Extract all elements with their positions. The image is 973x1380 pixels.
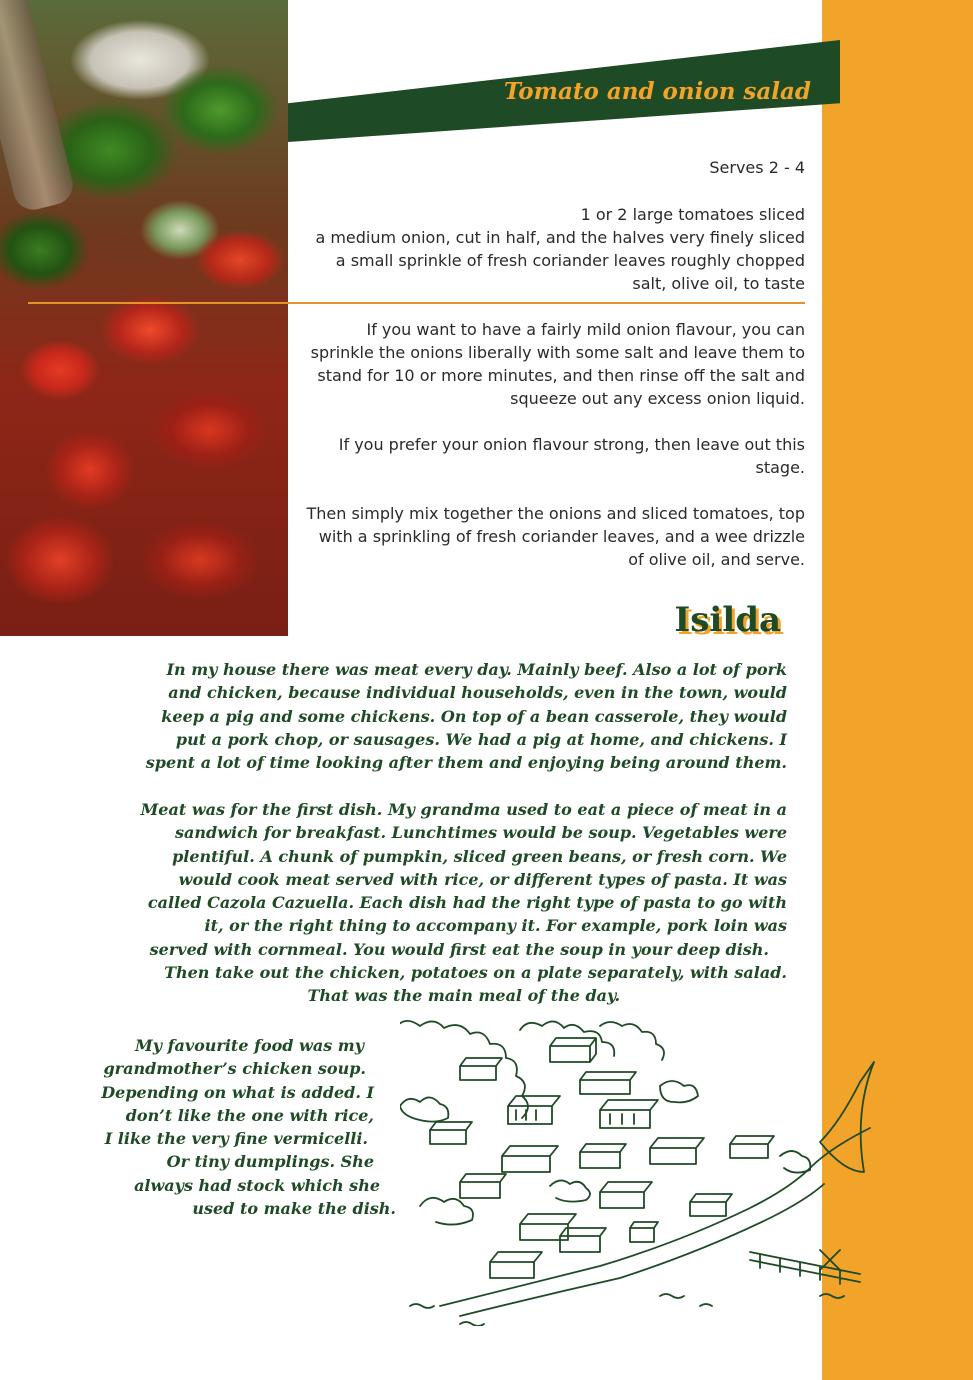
ingredient-item: a medium onion, cut in half, and the halves very finely sliced bbox=[315, 228, 805, 247]
salad-photo bbox=[0, 0, 288, 636]
story-line: Then take out the chicken, potatoes on a plate separately, with salad. bbox=[164, 963, 787, 983]
method-paragraph: Then simply mix together the onions and sliced tomatoes, top with a sprinkling of fresh coriander leaves, and a wee drizzle of olive oil, and serve. bbox=[306, 504, 805, 569]
story-line: used to make the dish. bbox=[192, 1199, 396, 1219]
story-paragraph-1 bbox=[146, 658, 787, 774]
story-line: put a pork chop, or sausages. We had a pig at home, and chickens. I bbox=[175, 729, 787, 749]
story-line: In my house there was meat every day. Mainly beef. Also a lot of pork bbox=[166, 660, 787, 679]
story-line: spent a lot of time looking after them and enjoying being around them. bbox=[145, 753, 787, 773]
method-text bbox=[305, 318, 805, 594]
village-sketch bbox=[400, 1006, 880, 1326]
story-line: I like the very fine vermicelli. bbox=[104, 1129, 368, 1149]
story-line: keep a pig and some chickens. On top of a bean casserole, they would bbox=[161, 706, 787, 726]
story-name-heading: Isilda bbox=[674, 600, 781, 640]
ingredients-list bbox=[285, 203, 805, 295]
story-line: My favourite food was my bbox=[134, 1036, 364, 1055]
section-divider bbox=[28, 302, 805, 304]
method-paragraph: If you prefer your onion flavour strong, then leave out this stage. bbox=[338, 435, 805, 477]
story-line: don’t like the one with rice, bbox=[125, 1105, 374, 1125]
story-line: grandmother’s chicken soup. bbox=[103, 1059, 366, 1079]
method-paragraph: If you want to have a fairly mild onion flavour, you can sprinkle the onions liberally with some salt and leave them to stand for 10 or more minutes, and then rinse off the salt and squeeze out any excess onion liquid. bbox=[310, 320, 805, 408]
story-line: always had stock which she bbox=[134, 1175, 380, 1195]
story-line: That was the main meal of the day. bbox=[307, 986, 621, 1006]
story-line: Or tiny dumplings. She bbox=[166, 1152, 374, 1172]
serves-text: Serves 2 - 4 bbox=[709, 158, 805, 177]
story-paragraph-2 bbox=[141, 798, 787, 1008]
story-line: served with cornmeal. You would first eat the soup in your deep dish. bbox=[149, 939, 769, 959]
story-line: and chicken, because individual households, even in the town, would bbox=[168, 683, 787, 703]
story-paragraph-3 bbox=[60, 1034, 396, 1220]
story-line: Meat was for the first dish. My grandma used to eat a piece of meat in a bbox=[140, 800, 787, 819]
ingredient-item: 1 or 2 large tomatoes sliced bbox=[580, 205, 805, 224]
recipe-title: Tomato and onion salad bbox=[503, 78, 811, 105]
story-line: Depending on what is added. I bbox=[101, 1082, 374, 1102]
knife-blade bbox=[0, 0, 77, 214]
ingredient-item: salt, olive oil, to taste bbox=[632, 274, 805, 293]
story-line: would cook meat served with rice, or different types of pasta. It was bbox=[178, 869, 787, 889]
story-line: sandwich for breakfast. Lunchtimes would be soup. Vegetables were bbox=[175, 823, 787, 843]
ingredient-item: a small sprinkle of fresh coriander leaves roughly chopped bbox=[335, 251, 805, 270]
story-line: plentiful. A chunk of pumpkin, sliced green beans, or fresh corn. We bbox=[172, 846, 787, 866]
story-line: it, or the right thing to accompany it. For example, pork loin was bbox=[204, 916, 787, 936]
story-line: called Cazola Cazuella. Each dish had the right type of pasta to go with bbox=[147, 893, 787, 913]
